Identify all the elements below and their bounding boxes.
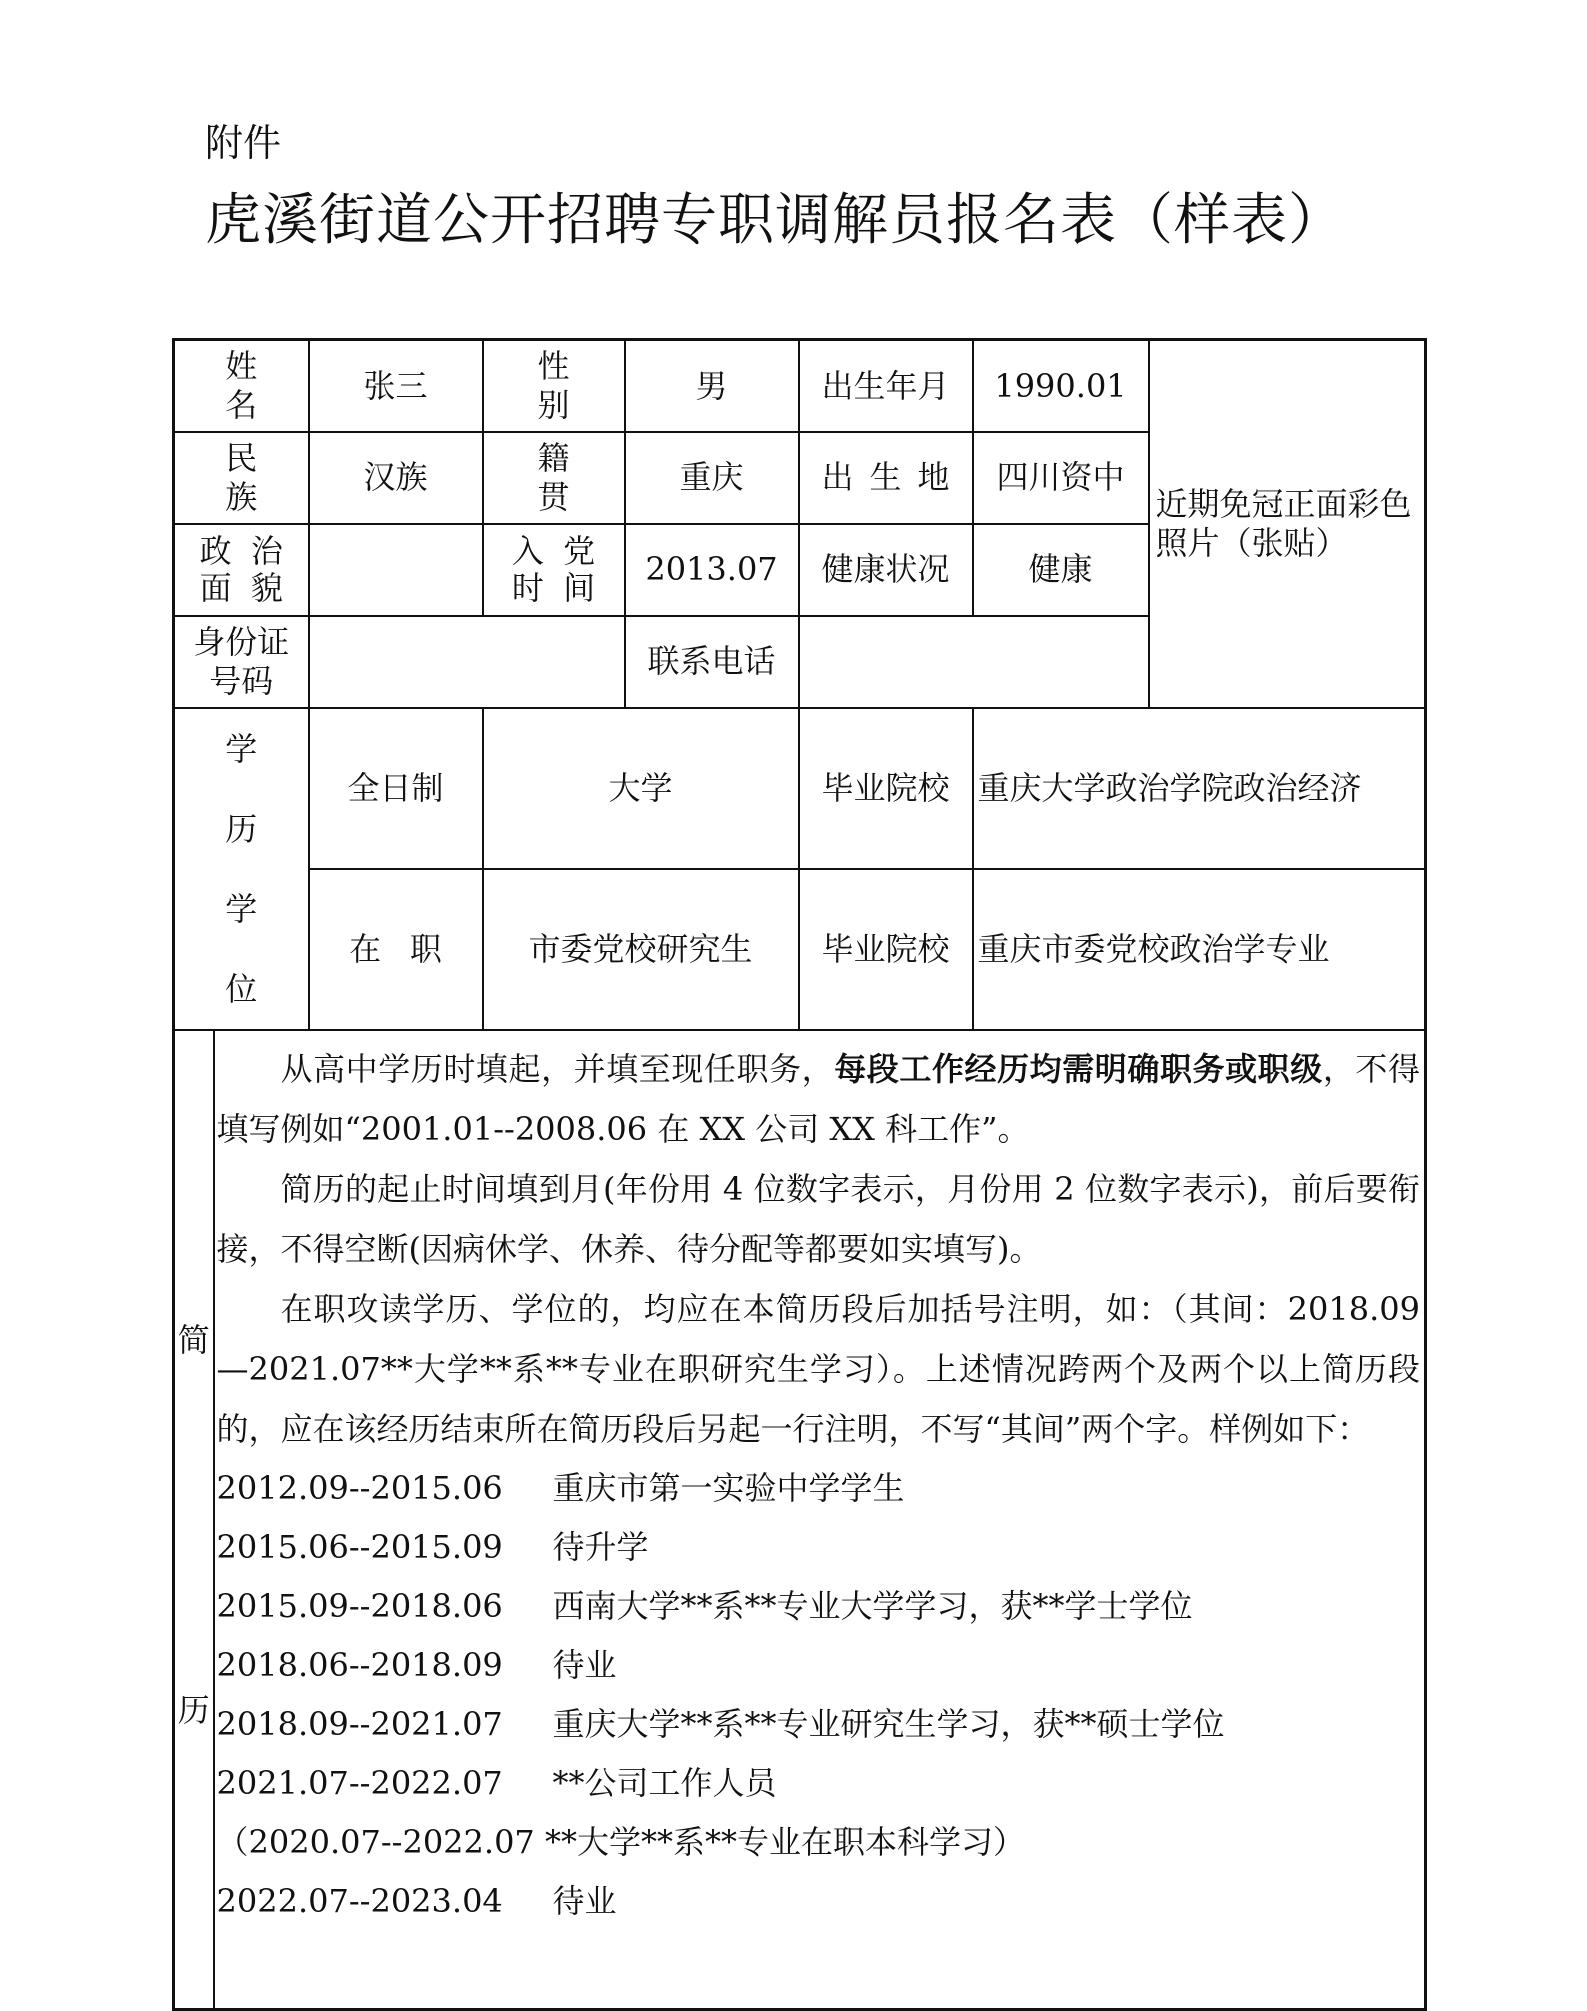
party-join-date-label <box>483 524 625 616</box>
resume-entry <box>217 1577 1421 1636</box>
edu-label-line2: 学位 <box>225 889 287 1008</box>
photo-placeholder[interactable]: 近期免冠正面彩色照片（张贴） <box>1149 340 1426 708</box>
health-value[interactable]: 健康 <box>973 524 1149 616</box>
inservice-label: 在职 <box>309 869 483 1030</box>
resume-entry <box>217 1695 1421 1754</box>
resume-instruction-3: 在职攻读学历、学位的，均应在本简历段后加括号注明，如：（其间：2018.09—2021.07**大学**系**专业在职研究生学习）。上述情况跨两个及两个以上简历段的，应在该经历结束所在简历段后另起一行注明，不写“其间”两个字。样例如下： <box>216 1289 1420 1448</box>
party-label-line1: 入党 <box>511 531 615 570</box>
resume-entry <box>217 1636 1421 1695</box>
edu-label-line1: 学历 <box>225 729 287 848</box>
entry-date: 2018.09--2021.07 <box>216 1704 503 1743</box>
party-label-line2: 时间 <box>511 568 615 607</box>
entry-date: 2015.09--2018.06 <box>216 1586 503 1625</box>
resume-entry <box>217 1754 1421 1813</box>
phone-label: 联系电话 <box>625 616 799 708</box>
entry-date: 2022.07--2023.04 <box>216 1881 503 1920</box>
resume-note: （2020.07--2022.07 **大学**系**专业在职本科学习） <box>216 1822 1025 1861</box>
entry-text: **公司工作人员 <box>552 1763 777 1802</box>
resume-label-char1: 简 <box>177 1320 210 1359</box>
resume-entry <box>217 1872 1421 1931</box>
instruction-1-part-c: ，不得填写例如“2001.01--2008.06 在 XX 公司 XX 科工作”。 <box>216 1049 1420 1148</box>
entry-text: 待业 <box>552 1881 617 1920</box>
phone-value[interactable] <box>799 616 1149 708</box>
health-label: 健康状况 <box>799 524 973 616</box>
instruction-1-part-a: 从高中学历时填起，并填至现任职务， <box>280 1049 835 1088</box>
resume-label <box>174 1030 214 2010</box>
native-place-label: 籍贯 <box>483 432 625 524</box>
school-label-inservice: 毕业院校 <box>799 869 973 1030</box>
ethnic-value[interactable]: 汉族 <box>309 432 483 524</box>
registration-form <box>172 338 1427 2011</box>
political-status-value[interactable] <box>309 524 483 616</box>
birth-value[interactable]: 1990.01 <box>973 340 1149 432</box>
entry-date: 2018.06--2018.09 <box>216 1645 503 1684</box>
education-label <box>174 708 309 1030</box>
entry-text: 重庆大学**系**专业研究生学习，获**硕士学位 <box>552 1704 1225 1743</box>
school-value-fulltime[interactable]: 重庆大学政治学院政治经济 <box>973 708 1426 869</box>
native-place-value[interactable]: 重庆 <box>625 432 799 524</box>
id-label-line2: 号码 <box>209 661 274 700</box>
resume-instruction-1 <box>217 1039 1421 1159</box>
fulltime-label: 全日制 <box>309 708 483 869</box>
resume-entry <box>217 1459 1421 1518</box>
entry-text: 待业 <box>552 1645 617 1684</box>
political-status-label <box>174 524 309 616</box>
gender-label: 性别 <box>483 340 625 432</box>
attachment-label: 附件 <box>205 121 282 165</box>
gender-value[interactable]: 男 <box>625 340 799 432</box>
inservice-value[interactable]: 市委党校研究生 <box>483 869 799 1030</box>
entry-text: 西南大学**系**专业大学学习，获**学士学位 <box>552 1586 1193 1625</box>
name-value[interactable]: 张三 <box>309 340 483 432</box>
entry-date: 2012.09--2015.06 <box>216 1468 503 1507</box>
name-label: 姓名 <box>174 340 309 432</box>
entry-date: 2021.07--2022.07 <box>216 1763 503 1802</box>
id-number-value[interactable] <box>309 616 625 708</box>
party-join-date-value[interactable]: 2013.07 <box>625 524 799 616</box>
entry-text: 重庆市第一实验中学学生 <box>552 1468 905 1507</box>
id-label-line1: 身份证 <box>193 623 290 662</box>
resume-instruction-2: 简历的起止时间填到月(年份用 4 位数字表示，月份用 2 位数字表示)，前后要衔接，不得空断(因病休学、休养、待分配等都要如实填写)。 <box>216 1169 1420 1268</box>
school-label-fulltime: 毕业院校 <box>799 708 973 869</box>
entry-date: 2015.06--2015.09 <box>216 1527 503 1566</box>
ethnic-label: 民族 <box>174 432 309 524</box>
birth-label: 出生年月 <box>799 340 973 432</box>
school-value-inservice[interactable]: 重庆市委党校政治学专业 <box>973 869 1426 1030</box>
page-title: 虎溪街道公开招聘专职调解员报名表（样表） <box>205 188 1345 253</box>
fulltime-value[interactable]: 大学 <box>483 708 799 869</box>
resume-label-char2: 历 <box>177 1690 210 1729</box>
instruction-1-bold: 每段工作经历均需明确职务或职级 <box>834 1049 1323 1088</box>
id-number-label <box>174 616 309 708</box>
resume-content[interactable] <box>214 1030 1426 2010</box>
entry-text: 待升学 <box>552 1527 649 1566</box>
birthplace-value[interactable]: 四川资中 <box>973 432 1149 524</box>
political-label-line1: 政治 <box>199 531 303 570</box>
political-label-line2: 面貌 <box>199 568 303 607</box>
resume-entry <box>217 1518 1421 1577</box>
birthplace-label: 出生地 <box>799 432 973 524</box>
